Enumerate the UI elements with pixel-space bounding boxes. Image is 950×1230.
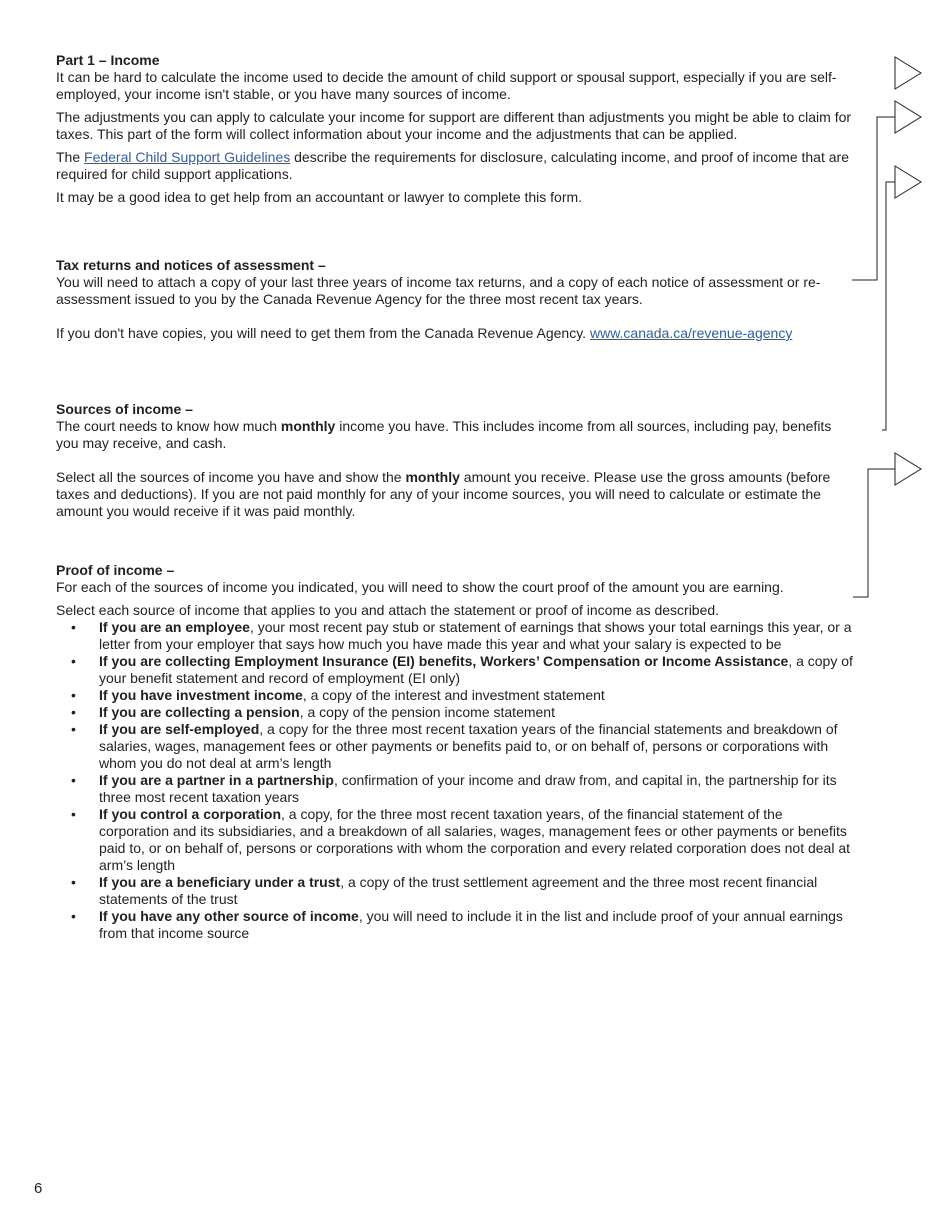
sources-p1-pre: The court needs to know how much: [56, 418, 281, 434]
item-bold: If you are an employee: [99, 619, 250, 635]
flow-bracket-proof: [853, 469, 895, 597]
item-text: , you will need to include it in the list and include proof of your annual earnings from that income source: [99, 908, 843, 941]
tax-paragraph-2: [56, 325, 856, 342]
sources-p1-bold: monthly: [280, 418, 336, 434]
item-text: , a copy of your benefit statement and record of employment (EI only): [99, 653, 853, 686]
sources-p1-post: income you have. This includes income from all sources, including pay, benefits you may receive, and cash.: [56, 418, 832, 451]
part1-paragraph-3: [56, 149, 856, 183]
proof-paragraph-1: For each of the sources of income you indicated, you will need to show the court proof of the amount you are earning.: [56, 579, 784, 595]
item-text: , confirmation of your income and draw from, and capital in, the partnership for its three most recent taxation years: [99, 772, 837, 805]
flow-bracket-sources: [882, 182, 895, 430]
federal-guidelines-link[interactable]: Federal Child Support Guidelines: [84, 149, 291, 165]
item-text: , a copy of the interest and investment statement: [302, 687, 605, 703]
list-item: [56, 653, 856, 687]
list-item: [56, 721, 856, 772]
sources-p2-post: amount you receive. Please use the gross amounts (before taxes and deductions). If you are not paid monthly for any of your income sources, you will need to calculate or estimate the amount you would receive if it was paid monthly.: [56, 469, 831, 519]
page-number: 6: [34, 1180, 43, 1197]
sources-p2-bold: monthly: [405, 469, 460, 485]
proof-list: [56, 619, 856, 942]
list-item: [56, 619, 856, 653]
part1-paragraph-1: It can be hard to calculate the income used to decide the amount of child support or spousal support, especially if you are self-employed, your income isn't stable, or you have many sources of income.: [56, 69, 837, 102]
list-item: [56, 772, 856, 806]
flow-arrow-2[interactable]: [895, 101, 921, 133]
item-bold: If you have investment income: [99, 687, 303, 703]
flow-arrow-1[interactable]: [895, 57, 921, 89]
item-text: , a copy, for the three most recent taxation years, of the financial statement of the corporation and its subsidiaries, and a breakdown of all salaries, wages, management fees or other payments or benefits paid to, or on behalf of, persons or corporations with whom the corporation and every related corporation does not deal at arm’s length: [99, 806, 851, 873]
tax-paragraph-1: You will need to attach a copy of your last three years of income tax returns, and a copy of each notice of assessment or re-assessment issued to you by the Canada Revenue Agency for the three most recent tax years.: [56, 274, 821, 307]
sources-paragraph-2: [56, 469, 856, 520]
item-bold: If you have any other source of income: [99, 908, 359, 924]
item-bold: If you are a beneficiary under a trust: [99, 874, 341, 890]
sources-section: [56, 401, 856, 520]
part1-p3-pre: The: [56, 149, 85, 165]
item-text: , a copy of the pension income statement: [299, 704, 555, 720]
item-bold: If you are collecting Employment Insurance (EI) benefits, Workers’ Compensation or Income Assistance: [99, 653, 789, 669]
tax-p2-pre: If you don't have copies, you will need to get them from the Canada Revenue Agency.: [56, 325, 590, 341]
proof-section: [56, 562, 856, 942]
tax-heading: Tax returns and notices of assessment –: [56, 257, 326, 273]
flow-arrow-4[interactable]: [895, 453, 921, 485]
flow-arrow-3[interactable]: [895, 166, 921, 198]
proof-heading: Proof of income –: [56, 562, 175, 578]
list-item: [56, 874, 856, 908]
tax-section: [56, 257, 856, 342]
sources-p2-pre: Select all the sources of income you have and show the: [56, 469, 406, 485]
list-item: [56, 704, 856, 721]
item-bold: If you are self-employed: [99, 721, 260, 737]
list-item: [56, 687, 856, 704]
proof-paragraph-2: Select each source of income that applies to you and attach the statement or proof of income as described.: [56, 602, 720, 618]
part1-paragraph-2: The adjustments you can apply to calculate your income for support are different than adjustments you might be able to claim for taxes. This part of the form will collect information about your income and the adjustments that can be applied.: [56, 109, 852, 142]
item-text: , a copy of the trust settlement agreement and the three most recent financial statements of the trust: [99, 874, 818, 907]
part1-heading: Part 1 – Income: [56, 52, 160, 68]
sources-heading: Sources of income –: [56, 401, 193, 417]
list-item: [56, 908, 856, 942]
flow-bracket-tax: [852, 117, 895, 280]
revenue-agency-link[interactable]: www.canada.ca/revenue-agency: [589, 325, 793, 341]
item-text: , a copy for the three most recent taxation years of the financial statements and breakdown of salaries, wages, management fees or other payments or benefits paid to, or on behalf of, persons or corporations with whom you do not deal at arm’s length: [99, 721, 838, 771]
page-content: [56, 52, 856, 942]
item-bold: If you are collecting a pension: [99, 704, 300, 720]
item-bold: If you are a partner in a partnership: [99, 772, 334, 788]
item-text: , your most recent pay stub or statement of earnings that shows your total earnings this year, or a letter from your employer that says how much you have made this year and what your salary is expected to be: [99, 619, 852, 652]
part1-paragraph-4: It may be a good idea to get help from an accountant or lawyer to complete this form.: [56, 189, 583, 205]
item-bold: If you control a corporation: [99, 806, 282, 822]
sources-paragraph-1: [56, 418, 856, 452]
list-item: [56, 806, 856, 874]
part1-p3-post: describe the requirements for disclosure, calculating income, and proof of income that are required for child support applications.: [56, 149, 849, 182]
